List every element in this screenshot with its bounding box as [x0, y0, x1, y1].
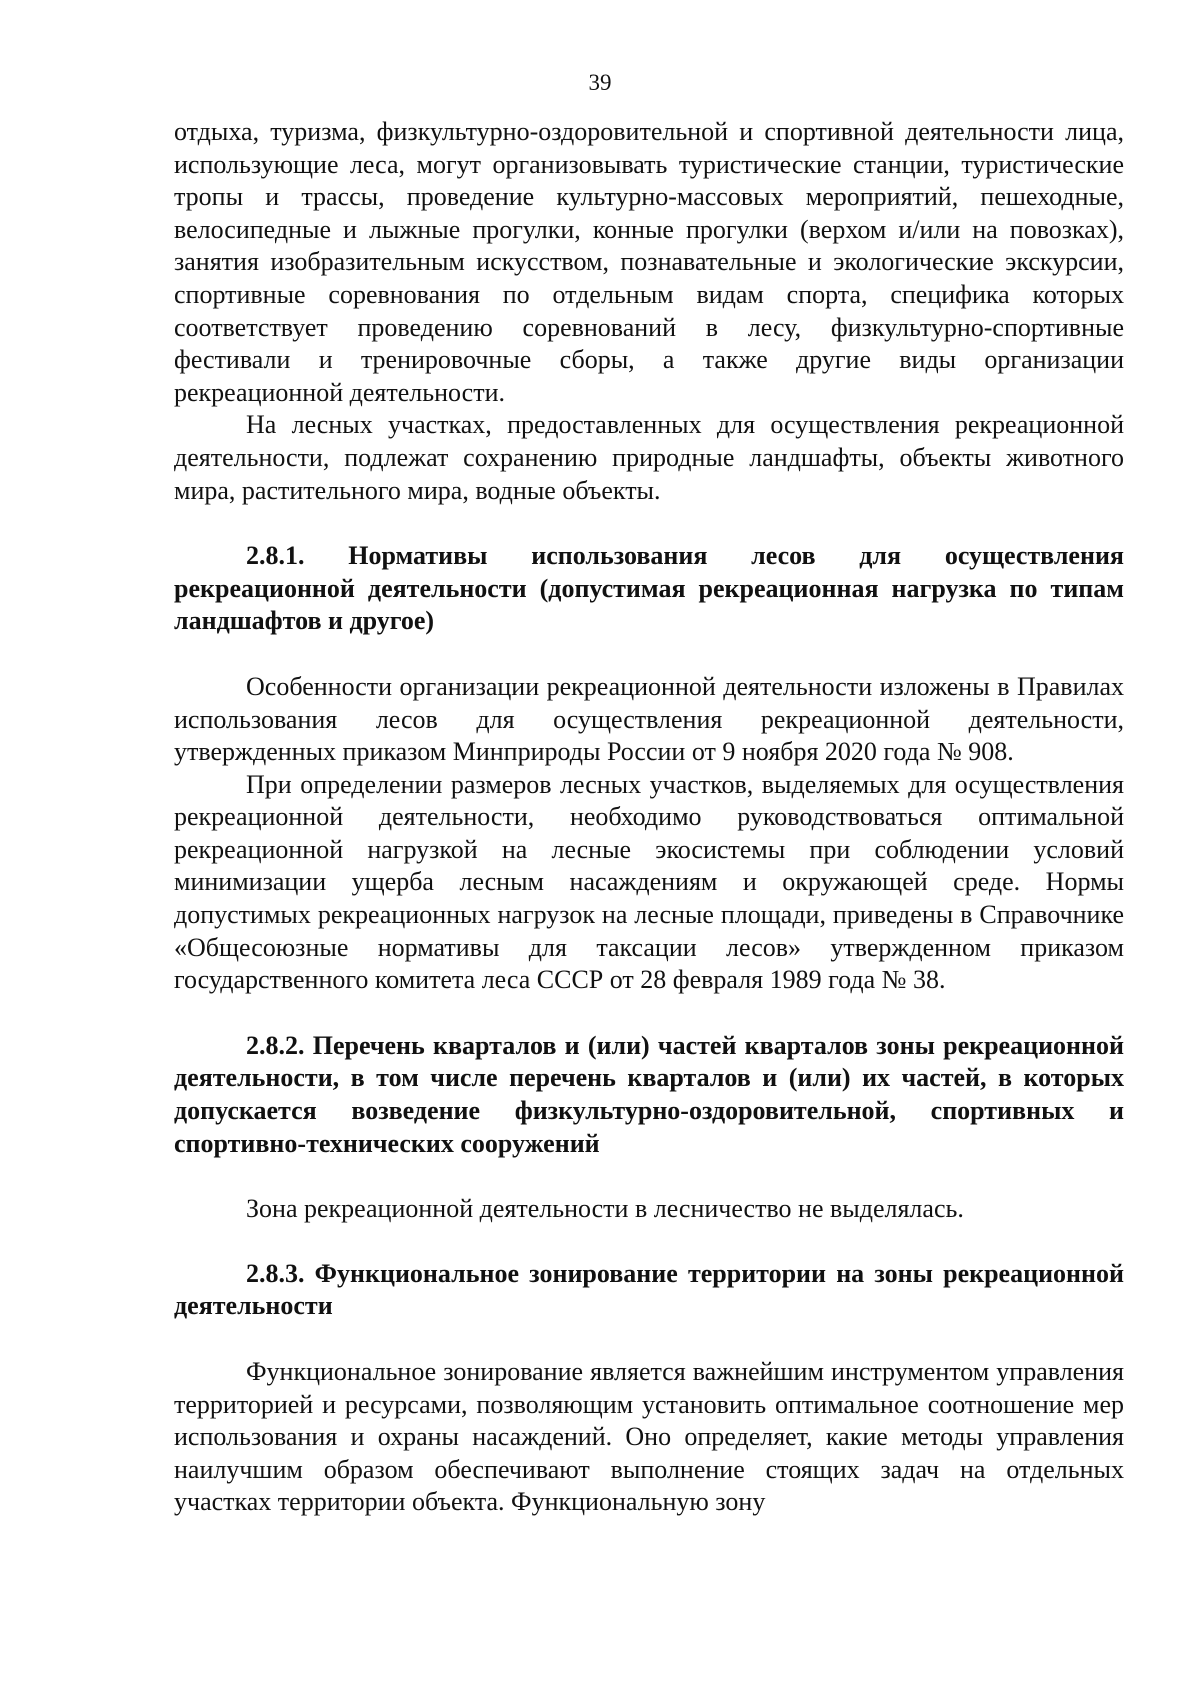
paragraph-recreational-load: При определении размеров лесных участков, выделяемых для осуществления рекреационной деятельности, необходимо руководствоваться оптимальной рекреационной нагрузкой на лесные экосистемы при соблюдении условий минимизации ущерба лесным насаждениям и окружающей среде. Нормы допустимых рекреационных нагрузок на лесные площади, приведены в Справочнике «Общесоюзные нормативы для таксации лесов» утвержденном приказом государственного комитета леса СССР от 28 февраля 1989 года № 38. — [174, 769, 1124, 995]
heading-2-8-3: 2.8.3. Функциональное зонирование территории на зоны рекреационной деятельности — [174, 1258, 1124, 1321]
paragraph-recreation-activities: отдыха, туризма, физкультурно-оздоровительной и спортивной деятельности лица, использующие леса, могут организовывать туристические станции, туристические тропы и трассы, проведение культурно-массовых мероприятий, пешеходные, велосипедные и лыжные прогулки, конные прогулки (верхом и/или на повозках), занятия изобразительным искусством, познавательные и экологические экскурсии, спортивные соревнования по отдельным видам спорта, специфика которых соответствует проведению соревнований в лесу, физкультурно-спортивные фестивали и тренировочные сборы, а также другие виды организации рекреационной деятельности. — [174, 117, 1124, 407]
heading-2-8-2: 2.8.2. Перечень кварталов и (или) частей кварталов зоны рекреационной деятельности, в том числе перечень кварталов и (или) их частей, в которых допускается возведение физкультурно-оздоровительной, спортивных и спортивно-технических сооружений — [174, 1030, 1124, 1158]
paragraph-preservation: На лесных участках, предоставленных для осуществления рекреационной деятельности, подлежат сохранению природные ландшафты, объекты животного мира, растительного мира, водные объекты. — [174, 410, 1124, 505]
page-number: 39 — [588, 70, 612, 95]
paragraph-rules-reference: Особенности организации рекреационной деятельности изложены в Правилах использования лесов для осуществления рекреационной деятельности, утвержденных приказом Минприроды России от 9 ноября 2020 года № 908. — [174, 671, 1124, 767]
document-body — [174, 116, 1124, 1519]
heading-2-8-1: 2.8.1. Нормативы использования лесов для осуществления рекреационной деятельности (допустимая рекреационная нагрузка по типам ландшафтов и другое) — [174, 541, 1124, 636]
paragraph-functional-zoning: Функциональное зонирование является важнейшим инструментом управления территорией и ресурсами, позволяющим установить оптимальное соотношение мер использования и охраны насаждений. Оно определяет, какие методы управления наилучшим образом обеспечивают выполнение стоящих задач на отдельных участках территории объекта. Функциональную зону — [174, 1357, 1124, 1517]
paragraph-zone-not-allocated: Зона рекреационной деятельности в лесничество не выделялась. — [246, 1194, 964, 1224]
